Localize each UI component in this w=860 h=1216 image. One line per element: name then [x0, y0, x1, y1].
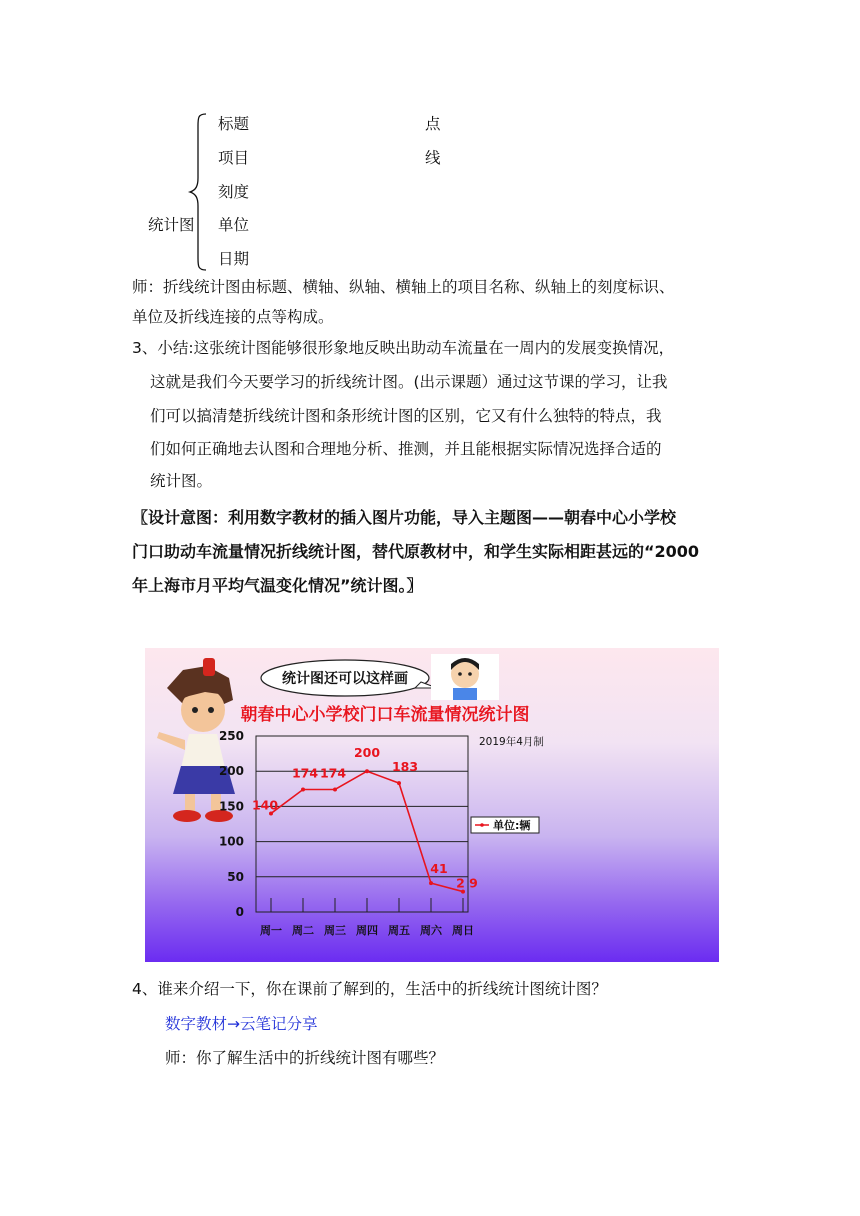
y-tick-label: 100: [218, 834, 244, 849]
classification-element: 单位: [218, 216, 250, 234]
teacher-text: 单位及折线连接的点等构成。: [132, 308, 334, 326]
x-tick-label: 周六: [420, 924, 442, 937]
y-tick-label: 250: [218, 729, 244, 743]
chart-title: 朝春中心小学校门口车流量情况统计图: [240, 705, 530, 725]
y-tick-label: 50: [227, 869, 244, 884]
data-label: 174: [319, 765, 347, 781]
classification-brace: [186, 112, 210, 272]
data-point: [429, 881, 433, 885]
x-tick-label: 周二: [292, 924, 314, 937]
series-line: [252, 745, 478, 893]
data-label: 183: [391, 759, 419, 775]
summary-text: 这就是我们今天要学习的折线统计图。(出示课题）通过这节课的学习，让我: [150, 373, 668, 391]
teacher-text: 师：折线统计图由标题、横轴、纵轴、横轴上的项目名称、纵轴上的刻度标识、: [132, 278, 675, 296]
summary-text: 统计图。: [150, 472, 213, 490]
y-tick-label: 200: [218, 764, 244, 779]
speech-bubble-text: 统计图还可以这样画: [282, 671, 408, 687]
data-label: 200: [353, 745, 381, 761]
data-label: 41: [430, 861, 448, 877]
plot-area: [256, 736, 468, 912]
y-tick-label: 150: [218, 799, 244, 814]
summary-text: 3、小结:这张统计图能够很形象地反映出助动车流量在一周内的发展变换情况，: [132, 339, 675, 357]
design-intent: 年上海市月平均气温变化情况”统计图。〗: [132, 576, 423, 595]
question-text: 4、谁来介绍一下，你在课前了解到的，生活中的折线统计图统计图？: [132, 980, 607, 998]
data-label: 2 9: [456, 875, 478, 891]
data-point: [333, 788, 337, 792]
x-tick-label: 周四: [356, 924, 378, 937]
design-intent: 〖设计意图：利用数字教材的插入图片功能，导入主题图——朝春中心小学校: [132, 508, 677, 527]
classification-element: 项目: [218, 149, 250, 167]
cloud-notes-label: 云笔记分享: [240, 1015, 318, 1033]
data-point: [397, 781, 401, 785]
legend-label: 单位:辆: [493, 819, 531, 832]
classification-extra: 线: [425, 149, 441, 167]
x-axis: [260, 898, 474, 937]
x-tick-label: 周三: [324, 924, 346, 937]
data-label: 140: [251, 797, 279, 813]
x-tick-label: 周一: [260, 924, 282, 937]
teacher-question: 师：你了解生活中的折线统计图有哪些？: [165, 1049, 445, 1067]
summary-text: 们如何正确地去认图和合理地分析、推测，并且能根据实际情况选择合适的: [150, 440, 662, 458]
digital-textbook-label: 数字教材→: [165, 1015, 240, 1033]
data-point: [365, 769, 369, 773]
x-tick-label: 周五: [388, 924, 410, 937]
classification-root: 统计图: [148, 216, 195, 234]
x-tick-label: 周日: [452, 924, 474, 937]
data-label: 174: [291, 765, 319, 781]
y-axis: [219, 729, 244, 919]
boy-character-illustration: [431, 654, 499, 700]
classification-element: 刻度: [218, 183, 250, 201]
line-chart: [145, 648, 719, 962]
design-intent: 门口助动车流量情况折线统计图，替代原教材中，和学生实际相距甚远的“2000: [132, 542, 700, 561]
chart-date-note: 2019年4月制: [479, 736, 544, 748]
summary-text: 们可以搞清楚折线统计图和条形统计图的区别，它又有什么独特的特点，我: [150, 407, 662, 425]
classification-element: 标题: [218, 115, 250, 133]
classification-extra: 点: [425, 115, 441, 133]
data-point: [301, 788, 305, 792]
y-tick-label: 0: [235, 905, 244, 919]
traffic-chart-image: [145, 648, 719, 962]
classification-element: 日期: [218, 250, 250, 268]
